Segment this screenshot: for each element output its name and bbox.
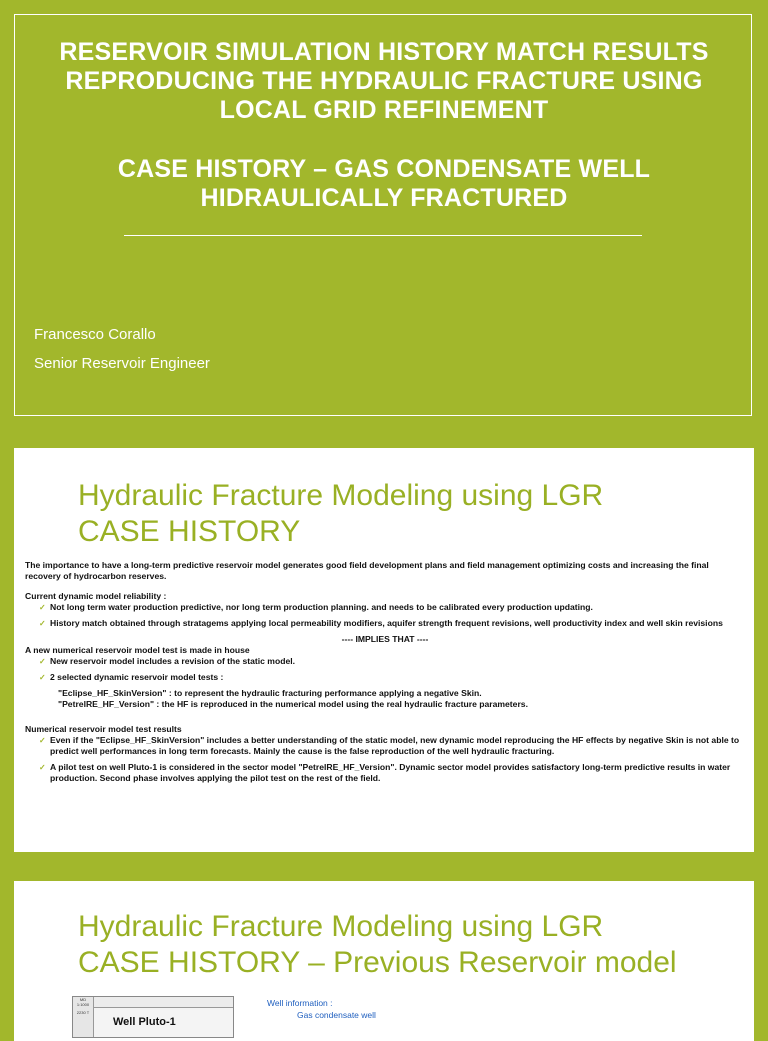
well-log-graphic [72, 996, 234, 1038]
slide3-title [78, 909, 677, 981]
previous-model-slide [14, 881, 754, 1041]
check-icon: ✓ [39, 603, 46, 612]
well-log-depth-track: MD 1:1000 2230 T [73, 997, 94, 1037]
subtitle-line-1: CASE HISTORY – GAS CONDENSATE WELL [117, 155, 651, 183]
slide2-body [25, 560, 745, 789]
reliability-heading: Current dynamic model reliability : [25, 591, 167, 601]
slide3-title-line-1: Hydraulic Fracture Modeling using LGR [78, 910, 604, 943]
author-role: Senior Reservoir Engineer [34, 355, 210, 372]
implies-divider: ---- IMPLIES THAT ---- [341, 634, 429, 644]
check-icon: ✓ [39, 619, 46, 628]
well-info-heading: Well information : [267, 998, 333, 1008]
well-log-header [73, 997, 233, 1008]
well-info-item: Gas condensate well [297, 1010, 376, 1020]
case-history-slide [14, 448, 754, 852]
title-divider [124, 235, 642, 236]
check-icon: ✓ [39, 657, 46, 666]
list-item: ✓ Not long term water production predictive, nor long term production planning. and needs to be calibrated every production updating. [39, 602, 593, 612]
test-list [25, 656, 745, 683]
list-item: ✓ A pilot test on well Pluto-1 is considered in the sector model "PetrelRE_HF_Version". Dynamic sector model provides satisfactory long-term predictive results in water production. Second phase involves applying the pilot test on the rest of the field. [39, 762, 731, 783]
author-block [34, 320, 210, 378]
reliability-list [25, 602, 745, 629]
title-block [0, 38, 768, 213]
title-line-1: RESERVOIR SIMULATION HISTORY MATCH RESULTS [59, 38, 709, 66]
slide3-title-line-2: CASE HISTORY – Previous Reservoir model [78, 946, 677, 979]
well-log-name: Well Pluto-1 [113, 1016, 176, 1028]
author-name: Francesco Corallo [34, 326, 156, 343]
title-line-3: LOCAL GRID REFINEMENT [219, 96, 549, 124]
slide2-title [78, 478, 603, 550]
slide2-title-line-2: CASE HISTORY [78, 515, 301, 548]
intro-paragraph: The importance to have a long-term predictive reservoir model generates good field development plans and field management optimizing costs and increasing the final recovery of hydrocarbon reserves. [25, 560, 709, 581]
check-icon: ✓ [39, 736, 46, 745]
list-item: ✓ New reservoir model includes a revision of the static model. [39, 656, 295, 666]
list-item: ✓ 2 selected dynamic reservoir model tests : [39, 672, 224, 682]
title-slide [0, 0, 768, 432]
test-heading: A new numerical reservoir model test is made in house [25, 645, 250, 655]
subtitle-line-2: HIDRAULICALLY FRACTURED [200, 184, 568, 212]
check-icon: ✓ [39, 673, 46, 682]
title-line-2: REPRODUCING THE HYDRAULIC FRACTURE USING [65, 67, 703, 95]
check-icon: ✓ [39, 763, 46, 772]
test-detail-eclipse: "Eclipse_HF_SkinVersion" : to represent the hydraulic fracturing performance applying a negative Skin. [58, 688, 482, 698]
list-item: ✓ Even if the "Eclipse_HF_SkinVersion" includes a better understanding of the static model, new dynamic model reproducing the HF effects by negative Skin is not able to predict well performances in long term forecasts. Mainly the cause is the false reproduction of the well hydraulic fracturing. [39, 735, 740, 756]
results-heading: Numerical reservoir model test results [25, 724, 182, 734]
test-detail-petrel: "PetrelRE_HF_Version" : the HF is reproduced in the numerical model using the real hydraulic fracture parameters. [58, 699, 528, 709]
results-list [25, 735, 745, 784]
slide2-title-line-1: Hydraulic Fracture Modeling using LGR [78, 479, 604, 512]
list-item: ✓ History match obtained through stratagems applying local permeability modifiers, aquifer strength frequent revisions, well productivity index and well skin revisions [39, 618, 723, 628]
well-info [267, 997, 376, 1021]
